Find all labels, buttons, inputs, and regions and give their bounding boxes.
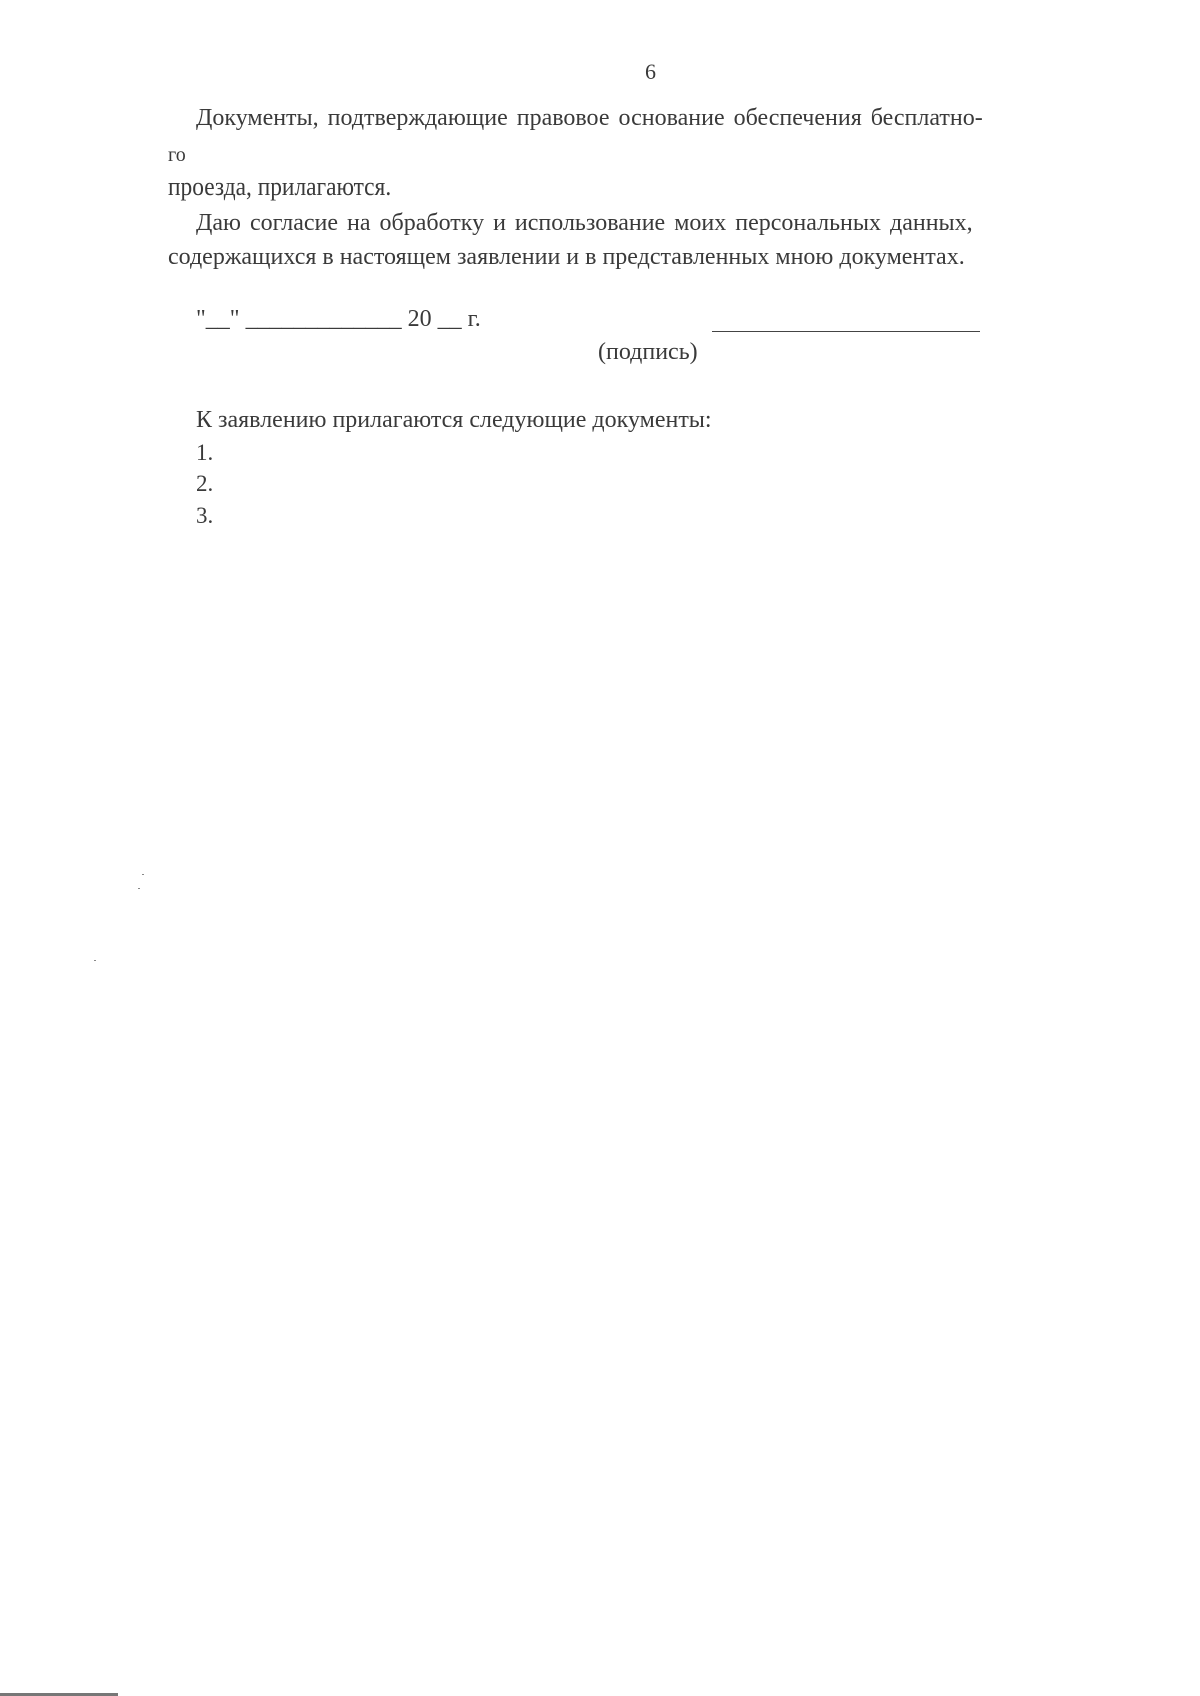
scan-speck (138, 888, 140, 889)
scan-speck (142, 874, 144, 875)
scan-speck (94, 960, 96, 961)
signature-caption: (подпись) (598, 339, 698, 365)
date-field-line: "__" _____________ 20 __ г. (196, 306, 481, 332)
page-number: 6 (645, 59, 656, 84)
attachment-item: 3. (196, 503, 214, 528)
paragraph-documents-line-1: Документы, подтверждающие правовое основание обеспечения бесплатно- (196, 105, 983, 131)
paragraph-consent-line-2: содержащихся в настоящем заявлении и в представленных мною документах. (168, 244, 965, 270)
paragraph-consent-line-1: Даю согласие на обработку и использование моих персональных данных, (196, 210, 973, 236)
attachments-heading: К заявлению прилагаются следующие документы: (196, 407, 712, 433)
attachment-item: 1. (196, 440, 214, 465)
attachment-item: 2. (196, 471, 214, 496)
paragraph-documents-line-2: проезда, прилагаются. (168, 172, 392, 201)
signature-line (712, 331, 980, 332)
paragraph-documents-hyphen-fragment: го (168, 144, 186, 166)
